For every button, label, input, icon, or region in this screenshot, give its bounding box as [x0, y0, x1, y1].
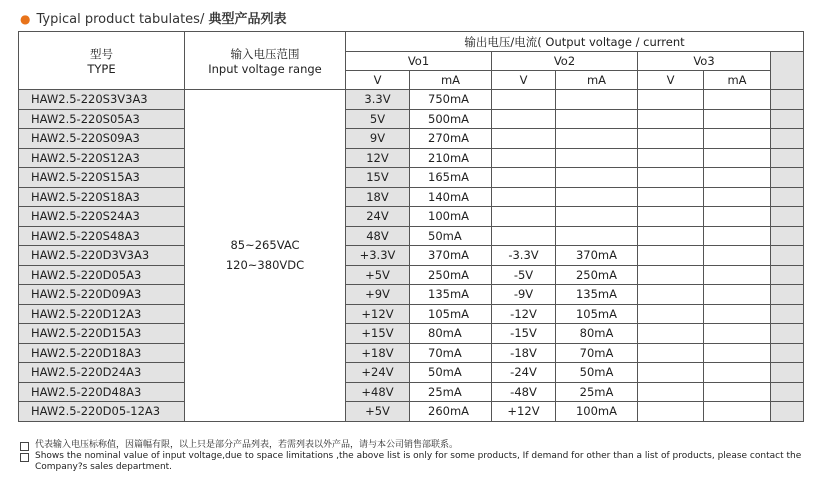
vo2-current-cell: 100mA: [556, 402, 638, 422]
model-cell: HAW2.5-220D15A3: [19, 324, 185, 344]
vo1-ma-unit: mA: [410, 71, 492, 90]
section-title: [20, 8, 286, 27]
row-filler: [771, 382, 804, 402]
vo1-voltage-cell: 15V: [346, 168, 410, 188]
vo3-header: Vo3: [638, 52, 771, 71]
vo3-ma-unit: mA: [704, 71, 771, 90]
model-cell: HAW2.5-220D18A3: [19, 343, 185, 363]
model-cell: HAW2.5-220S24A3: [19, 207, 185, 227]
vo3-current-cell: [704, 129, 771, 149]
vo1-current-cell: 750mA: [410, 90, 492, 110]
vo2-voltage-cell: -48V: [492, 382, 556, 402]
vo3-current-cell: [704, 382, 771, 402]
row-filler: [771, 187, 804, 207]
table-row: [19, 324, 804, 344]
vo2-current-cell: 80mA: [556, 324, 638, 344]
vo1-current-cell: 80mA: [410, 324, 492, 344]
footnote-cn: [20, 440, 805, 451]
footnotes: [20, 440, 805, 473]
vo3-voltage-cell: [638, 187, 704, 207]
vo2-current-cell: [556, 129, 638, 149]
vo2-current-cell: 50mA: [556, 363, 638, 383]
vo1-voltage-cell: +18V: [346, 343, 410, 363]
table-row: [19, 246, 804, 266]
vo2-voltage-cell: -18V: [492, 343, 556, 363]
vo2-ma-unit: mA: [556, 71, 638, 90]
footnote-en-text: Shows the nominal value of input voltage,due to space limitations ,the above list is only for some products, If demand for other than a list of products, please contact the Company?s sales department.: [35, 451, 802, 472]
table-row: [19, 382, 804, 402]
vo3-current-cell: [704, 187, 771, 207]
header-filler: [771, 52, 804, 90]
model-cell: HAW2.5-220S48A3: [19, 226, 185, 246]
vo1-voltage-cell: 5V: [346, 109, 410, 129]
vo3-current-cell: [704, 265, 771, 285]
row-filler: [771, 324, 804, 344]
table-row: [19, 402, 804, 422]
vo3-current-cell: [704, 109, 771, 129]
row-filler: [771, 109, 804, 129]
vo1-current-cell: 260mA: [410, 402, 492, 422]
table-row: [19, 363, 804, 383]
vo1-voltage-cell: 12V: [346, 148, 410, 168]
vo1-current-cell: 100mA: [410, 207, 492, 227]
type-header: [19, 32, 185, 90]
output-header-cn: 输出电压/电流: [464, 34, 538, 49]
vo1-voltage-cell: +15V: [346, 324, 410, 344]
vo1-current-cell: 210mA: [410, 148, 492, 168]
vo1-voltage-cell: +12V: [346, 304, 410, 324]
row-filler: [771, 129, 804, 149]
vo2-current-cell: 70mA: [556, 343, 638, 363]
vo2-current-cell: [556, 90, 638, 110]
vo2-current-cell: [556, 148, 638, 168]
vo3-current-cell: [704, 343, 771, 363]
vo2-voltage-cell: -5V: [492, 265, 556, 285]
table-row: [19, 129, 804, 149]
title-chinese: 典型产品列表: [208, 12, 287, 27]
vo2-voltage-cell: [492, 207, 556, 227]
vo1-voltage-cell: +9V: [346, 285, 410, 305]
input-range-cell: [185, 90, 346, 422]
vo2-current-cell: 105mA: [556, 304, 638, 324]
vo2-current-cell: [556, 168, 638, 188]
row-filler: [771, 90, 804, 110]
vo2-voltage-cell: -3.3V: [492, 246, 556, 266]
vo1-voltage-cell: 9V: [346, 129, 410, 149]
vo3-current-cell: [704, 324, 771, 344]
vo1-voltage-cell: +3.3V: [346, 246, 410, 266]
vo2-voltage-cell: [492, 148, 556, 168]
vo2-header: Vo2: [492, 52, 638, 71]
vo3-current-cell: [704, 304, 771, 324]
row-filler: [771, 148, 804, 168]
model-cell: HAW2.5-220D3V3A3: [19, 246, 185, 266]
footnote-en: [20, 451, 805, 473]
vo3-voltage-cell: [638, 324, 704, 344]
model-cell: HAW2.5-220S09A3: [19, 129, 185, 149]
table-row: [19, 265, 804, 285]
vo3-voltage-cell: [638, 129, 704, 149]
model-cell: HAW2.5-220S18A3: [19, 187, 185, 207]
vo2-voltage-cell: [492, 187, 556, 207]
vo3-voltage-cell: [638, 246, 704, 266]
vo3-current-cell: [704, 148, 771, 168]
table-row: [19, 187, 804, 207]
vo2-current-cell: [556, 207, 638, 227]
model-cell: HAW2.5-220D24A3: [19, 363, 185, 383]
type-header-en: TYPE: [87, 61, 116, 76]
checkbox-icon: [20, 453, 29, 462]
vo2-voltage-cell: -9V: [492, 285, 556, 305]
table-row: [19, 304, 804, 324]
table-row: [19, 148, 804, 168]
row-filler: [771, 402, 804, 422]
vo3-v-unit: V: [638, 71, 704, 90]
vo1-voltage-cell: 48V: [346, 226, 410, 246]
table-row: [19, 168, 804, 188]
vo2-voltage-cell: -12V: [492, 304, 556, 324]
type-header-cn: 型号: [90, 46, 113, 61]
table-row: [19, 109, 804, 129]
vo2-v-unit: V: [492, 71, 556, 90]
output-header-en: ( Output voltage / current: [537, 34, 685, 49]
vo3-voltage-cell: [638, 168, 704, 188]
vo3-voltage-cell: [638, 304, 704, 324]
input-range-line: 120~380VDC: [225, 258, 305, 273]
row-filler: [771, 246, 804, 266]
model-cell: HAW2.5-220D48A3: [19, 382, 185, 402]
vo2-voltage-cell: [492, 129, 556, 149]
row-filler: [771, 285, 804, 305]
table-row: [19, 90, 804, 110]
model-cell: HAW2.5-220D12A3: [19, 304, 185, 324]
vo1-voltage-cell: +5V: [346, 402, 410, 422]
model-cell: HAW2.5-220S15A3: [19, 168, 185, 188]
vo3-current-cell: [704, 246, 771, 266]
vo2-current-cell: [556, 109, 638, 129]
vo3-voltage-cell: [638, 109, 704, 129]
input-header-en: Input voltage range: [208, 61, 322, 76]
table-row: [19, 226, 804, 246]
input-range-line: 85~265VAC: [230, 238, 300, 253]
vo1-current-cell: 25mA: [410, 382, 492, 402]
row-filler: [771, 304, 804, 324]
vo2-current-cell: 370mA: [556, 246, 638, 266]
vo2-voltage-cell: [492, 109, 556, 129]
vo3-current-cell: [704, 402, 771, 422]
vo3-voltage-cell: [638, 90, 704, 110]
vo1-current-cell: 70mA: [410, 343, 492, 363]
vo3-voltage-cell: [638, 343, 704, 363]
vo1-voltage-cell: 24V: [346, 207, 410, 227]
vo2-voltage-cell: -24V: [492, 363, 556, 383]
table-row: [19, 207, 804, 227]
vo3-voltage-cell: [638, 226, 704, 246]
vo3-current-cell: [704, 363, 771, 383]
vo1-current-cell: 270mA: [410, 129, 492, 149]
footnote-cn-text: 代表输入电压标称值，因篇幅有限，以上只是部分产品列表，若需列表以外产品，请与本公司销售部联系。: [35, 440, 459, 450]
vo3-voltage-cell: [638, 402, 704, 422]
row-filler: [771, 343, 804, 363]
vo1-current-cell: 500mA: [410, 109, 492, 129]
vo2-voltage-cell: [492, 90, 556, 110]
table-row: [19, 343, 804, 363]
product-table: [18, 31, 804, 422]
vo1-v-unit: V: [346, 71, 410, 90]
bullet-icon: ●: [20, 12, 31, 26]
model-cell: HAW2.5-220D09A3: [19, 285, 185, 305]
vo1-current-cell: 370mA: [410, 246, 492, 266]
vo2-current-cell: [556, 226, 638, 246]
vo2-current-cell: 25mA: [556, 382, 638, 402]
vo2-current-cell: [556, 187, 638, 207]
model-cell: HAW2.5-220S05A3: [19, 109, 185, 129]
model-cell: HAW2.5-220D05A3: [19, 265, 185, 285]
row-filler: [771, 226, 804, 246]
vo3-current-cell: [704, 207, 771, 227]
vo3-voltage-cell: [638, 285, 704, 305]
model-cell: HAW2.5-220S12A3: [19, 148, 185, 168]
vo3-voltage-cell: [638, 265, 704, 285]
table-row: [19, 285, 804, 305]
title-english: Typical product tabulates/: [36, 12, 209, 27]
output-header: [346, 32, 804, 52]
vo2-voltage-cell: -15V: [492, 324, 556, 344]
vo3-voltage-cell: [638, 363, 704, 383]
vo1-current-cell: 135mA: [410, 285, 492, 305]
vo3-current-cell: [704, 90, 771, 110]
vo3-current-cell: [704, 168, 771, 188]
vo1-voltage-cell: +5V: [346, 265, 410, 285]
vo1-current-cell: 50mA: [410, 363, 492, 383]
vo1-current-cell: 50mA: [410, 226, 492, 246]
row-filler: [771, 265, 804, 285]
vo2-voltage-cell: [492, 226, 556, 246]
vo3-voltage-cell: [638, 148, 704, 168]
vo1-voltage-cell: +24V: [346, 363, 410, 383]
model-cell: HAW2.5-220D05-12A3: [19, 402, 185, 422]
row-filler: [771, 168, 804, 188]
vo2-current-cell: 250mA: [556, 265, 638, 285]
vo2-voltage-cell: [492, 168, 556, 188]
vo1-current-cell: 140mA: [410, 187, 492, 207]
checkbox-icon: [20, 442, 29, 451]
vo1-current-cell: 105mA: [410, 304, 492, 324]
row-filler: [771, 207, 804, 227]
input-header: [185, 32, 346, 90]
vo3-current-cell: [704, 226, 771, 246]
vo1-current-cell: 250mA: [410, 265, 492, 285]
row-filler: [771, 363, 804, 383]
vo3-voltage-cell: [638, 207, 704, 227]
input-header-cn: 输入电压范围: [230, 46, 300, 61]
vo1-voltage-cell: 3.3V: [346, 90, 410, 110]
vo1-voltage-cell: 18V: [346, 187, 410, 207]
vo1-current-cell: 165mA: [410, 168, 492, 188]
model-cell: HAW2.5-220S3V3A3: [19, 90, 185, 110]
vo3-current-cell: [704, 285, 771, 305]
vo1-voltage-cell: +48V: [346, 382, 410, 402]
vo2-current-cell: 135mA: [556, 285, 638, 305]
vo2-voltage-cell: +12V: [492, 402, 556, 422]
vo1-header: Vo1: [346, 52, 492, 71]
vo3-voltage-cell: [638, 382, 704, 402]
